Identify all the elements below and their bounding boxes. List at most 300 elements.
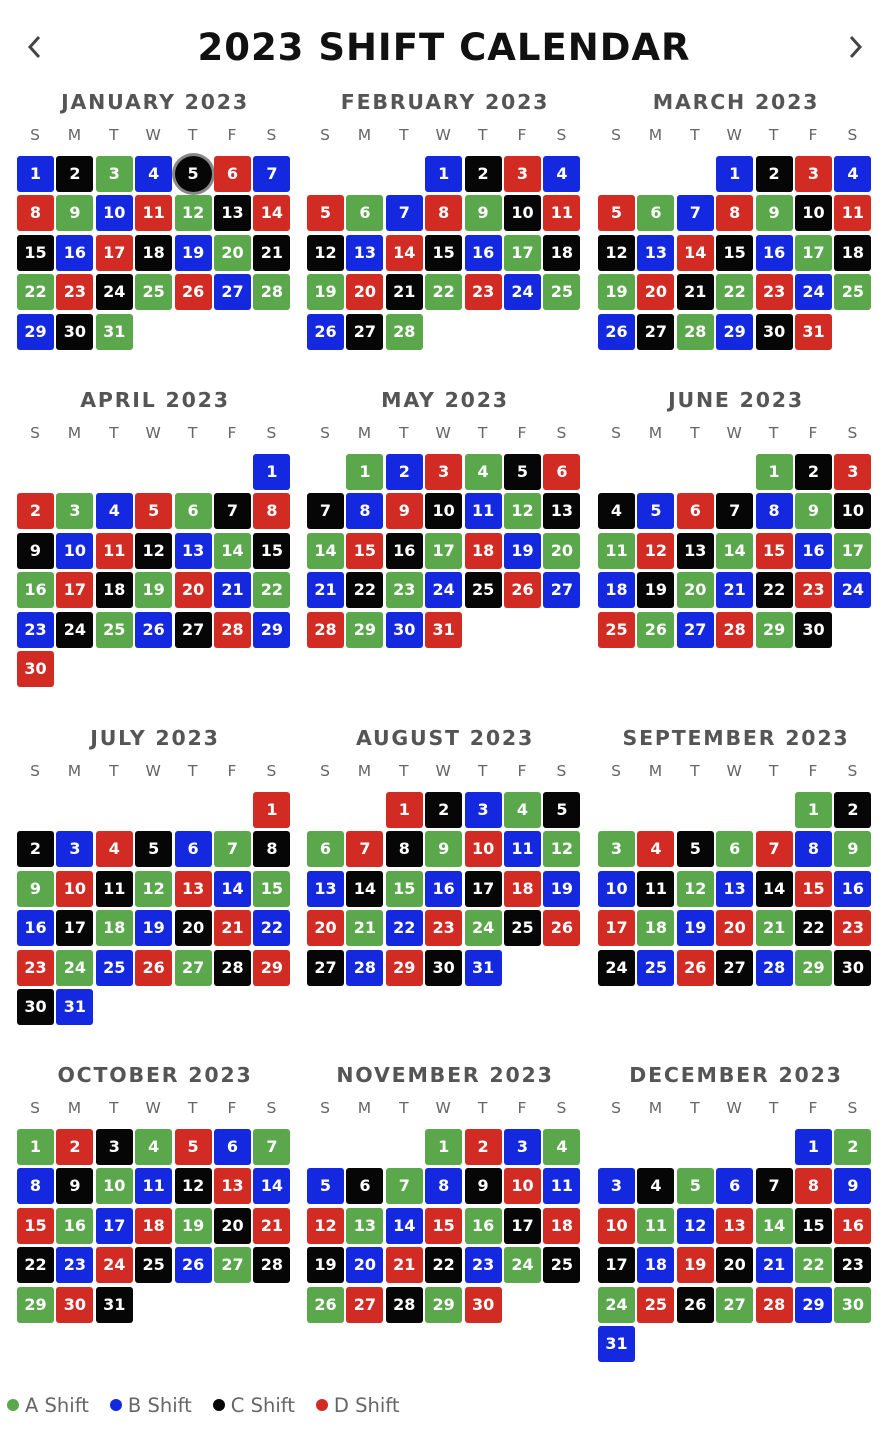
day-cell[interactable]: 20 <box>543 533 580 569</box>
day-cell[interactable]: 19 <box>677 910 714 946</box>
day-cell[interactable]: 11 <box>598 533 635 569</box>
day-cell[interactable]: 30 <box>17 651 54 687</box>
day-cell[interactable]: 13 <box>543 493 580 529</box>
day-cell[interactable]: 19 <box>135 910 172 946</box>
day-cell[interactable]: 27 <box>175 950 212 986</box>
day-cell[interactable]: 25 <box>465 572 502 608</box>
day-cell[interactable]: 27 <box>637 314 674 350</box>
day-cell[interactable]: 21 <box>386 274 423 310</box>
day-cell[interactable]: 5 <box>135 831 172 867</box>
day-cell[interactable]: 14 <box>677 235 714 271</box>
day-cell[interactable]: 19 <box>637 572 674 608</box>
day-cell[interactable]: 12 <box>175 1168 212 1204</box>
day-cell[interactable]: 19 <box>677 1247 714 1283</box>
day-cell[interactable]: 11 <box>135 1168 172 1204</box>
day-cell[interactable]: 11 <box>135 195 172 231</box>
day-cell[interactable]: 4 <box>637 1168 674 1204</box>
day-cell[interactable]: 15 <box>716 235 753 271</box>
day-cell-today[interactable]: 5 <box>175 156 212 192</box>
day-cell[interactable]: 9 <box>425 831 462 867</box>
day-cell[interactable]: 28 <box>214 950 251 986</box>
day-cell[interactable]: 28 <box>756 950 793 986</box>
day-cell[interactable]: 25 <box>96 612 133 648</box>
day-cell[interactable]: 12 <box>504 493 541 529</box>
day-cell[interactable]: 28 <box>214 612 251 648</box>
day-cell[interactable]: 7 <box>716 493 753 529</box>
day-cell[interactable]: 8 <box>716 195 753 231</box>
day-cell[interactable]: 1 <box>17 1129 54 1165</box>
day-cell[interactable]: 3 <box>504 156 541 192</box>
day-cell[interactable]: 30 <box>465 1287 502 1323</box>
day-cell[interactable]: 7 <box>253 156 290 192</box>
day-cell[interactable]: 13 <box>175 871 212 907</box>
day-cell[interactable]: 24 <box>425 572 462 608</box>
day-cell[interactable]: 9 <box>465 1168 502 1204</box>
day-cell[interactable]: 10 <box>56 871 93 907</box>
day-cell[interactable]: 14 <box>756 871 793 907</box>
day-cell[interactable]: 26 <box>598 314 635 350</box>
day-cell[interactable]: 23 <box>56 1247 93 1283</box>
day-cell[interactable]: 24 <box>504 1247 541 1283</box>
day-cell[interactable]: 7 <box>386 1168 423 1204</box>
day-cell[interactable]: 11 <box>637 1208 674 1244</box>
day-cell[interactable]: 26 <box>175 274 212 310</box>
day-cell[interactable]: 28 <box>756 1287 793 1323</box>
day-cell[interactable]: 1 <box>253 454 290 490</box>
day-cell[interactable]: 28 <box>386 314 423 350</box>
day-cell[interactable]: 20 <box>346 1247 383 1283</box>
day-cell[interactable]: 30 <box>834 1287 871 1323</box>
day-cell[interactable]: 20 <box>175 572 212 608</box>
day-cell[interactable]: 4 <box>504 792 541 828</box>
day-cell[interactable]: 22 <box>17 274 54 310</box>
day-cell[interactable]: 24 <box>56 950 93 986</box>
day-cell[interactable]: 7 <box>214 493 251 529</box>
day-cell[interactable]: 1 <box>425 1129 462 1165</box>
day-cell[interactable]: 10 <box>96 195 133 231</box>
day-cell[interactable]: 30 <box>795 612 832 648</box>
day-cell[interactable]: 12 <box>135 533 172 569</box>
day-cell[interactable]: 8 <box>17 195 54 231</box>
day-cell[interactable]: 8 <box>425 195 462 231</box>
day-cell[interactable]: 24 <box>96 1247 133 1283</box>
day-cell[interactable]: 6 <box>175 831 212 867</box>
day-cell[interactable]: 15 <box>795 1208 832 1244</box>
day-cell[interactable]: 4 <box>598 493 635 529</box>
day-cell[interactable]: 23 <box>465 1247 502 1283</box>
day-cell[interactable]: 27 <box>214 274 251 310</box>
day-cell[interactable]: 29 <box>795 1287 832 1323</box>
day-cell[interactable]: 26 <box>175 1247 212 1283</box>
day-cell[interactable]: 19 <box>504 533 541 569</box>
day-cell[interactable]: 15 <box>386 871 423 907</box>
day-cell[interactable]: 16 <box>834 1208 871 1244</box>
day-cell[interactable]: 14 <box>386 1208 423 1244</box>
day-cell[interactable]: 22 <box>756 572 793 608</box>
day-cell[interactable]: 15 <box>253 871 290 907</box>
day-cell[interactable]: 6 <box>214 1129 251 1165</box>
day-cell[interactable]: 14 <box>253 195 290 231</box>
day-cell[interactable]: 20 <box>716 910 753 946</box>
day-cell[interactable]: 12 <box>307 1208 344 1244</box>
day-cell[interactable]: 14 <box>386 235 423 271</box>
day-cell[interactable]: 26 <box>677 950 714 986</box>
day-cell[interactable]: 5 <box>307 1168 344 1204</box>
day-cell[interactable]: 31 <box>56 989 93 1025</box>
day-cell[interactable]: 17 <box>834 533 871 569</box>
day-cell[interactable]: 13 <box>677 533 714 569</box>
day-cell[interactable]: 4 <box>834 156 871 192</box>
day-cell[interactable]: 4 <box>96 831 133 867</box>
day-cell[interactable]: 12 <box>135 871 172 907</box>
day-cell[interactable]: 18 <box>96 572 133 608</box>
day-cell[interactable]: 12 <box>637 533 674 569</box>
day-cell[interactable]: 5 <box>637 493 674 529</box>
day-cell[interactable]: 29 <box>17 1287 54 1323</box>
day-cell[interactable]: 29 <box>716 314 753 350</box>
day-cell[interactable]: 13 <box>637 235 674 271</box>
day-cell[interactable]: 22 <box>253 910 290 946</box>
day-cell[interactable]: 20 <box>214 235 251 271</box>
day-cell[interactable]: 10 <box>465 831 502 867</box>
day-cell[interactable]: 20 <box>716 1247 753 1283</box>
day-cell[interactable]: 1 <box>716 156 753 192</box>
day-cell[interactable]: 3 <box>504 1129 541 1165</box>
day-cell[interactable]: 13 <box>346 1208 383 1244</box>
day-cell[interactable]: 11 <box>465 493 502 529</box>
day-cell[interactable]: 9 <box>465 195 502 231</box>
day-cell[interactable]: 10 <box>598 1208 635 1244</box>
day-cell[interactable]: 29 <box>425 1287 462 1323</box>
day-cell[interactable]: 23 <box>17 950 54 986</box>
day-cell[interactable]: 3 <box>795 156 832 192</box>
day-cell[interactable]: 31 <box>598 1326 635 1362</box>
day-cell[interactable]: 29 <box>756 612 793 648</box>
day-cell[interactable]: 19 <box>175 1208 212 1244</box>
day-cell[interactable]: 6 <box>543 454 580 490</box>
day-cell[interactable]: 13 <box>214 195 251 231</box>
day-cell[interactable]: 4 <box>465 454 502 490</box>
day-cell[interactable]: 3 <box>465 792 502 828</box>
day-cell[interactable]: 11 <box>834 195 871 231</box>
day-cell[interactable]: 7 <box>307 493 344 529</box>
day-cell[interactable]: 5 <box>135 493 172 529</box>
day-cell[interactable]: 4 <box>135 1129 172 1165</box>
day-cell[interactable]: 2 <box>834 792 871 828</box>
day-cell[interactable]: 16 <box>834 871 871 907</box>
day-cell[interactable]: 13 <box>307 871 344 907</box>
day-cell[interactable]: 29 <box>253 612 290 648</box>
day-cell[interactable]: 2 <box>795 454 832 490</box>
day-cell[interactable]: 26 <box>307 1287 344 1323</box>
day-cell[interactable]: 8 <box>795 831 832 867</box>
day-cell[interactable]: 18 <box>96 910 133 946</box>
day-cell[interactable]: 19 <box>307 274 344 310</box>
day-cell[interactable]: 22 <box>795 1247 832 1283</box>
day-cell[interactable]: 16 <box>465 1208 502 1244</box>
day-cell[interactable]: 28 <box>677 314 714 350</box>
day-cell[interactable]: 18 <box>135 1208 172 1244</box>
day-cell[interactable]: 13 <box>716 1208 753 1244</box>
day-cell[interactable]: 3 <box>56 831 93 867</box>
day-cell[interactable]: 23 <box>17 612 54 648</box>
day-cell[interactable]: 8 <box>253 493 290 529</box>
day-cell[interactable]: 21 <box>346 910 383 946</box>
day-cell[interactable]: 1 <box>346 454 383 490</box>
day-cell[interactable]: 13 <box>175 533 212 569</box>
day-cell[interactable]: 12 <box>175 195 212 231</box>
day-cell[interactable]: 16 <box>425 871 462 907</box>
day-cell[interactable]: 31 <box>425 612 462 648</box>
day-cell[interactable]: 5 <box>307 195 344 231</box>
day-cell[interactable]: 4 <box>543 156 580 192</box>
day-cell[interactable]: 26 <box>307 314 344 350</box>
day-cell[interactable]: 16 <box>56 1208 93 1244</box>
day-cell[interactable]: 26 <box>677 1287 714 1323</box>
day-cell[interactable]: 4 <box>135 156 172 192</box>
day-cell[interactable]: 15 <box>425 235 462 271</box>
day-cell[interactable]: 27 <box>307 950 344 986</box>
day-cell[interactable]: 16 <box>756 235 793 271</box>
day-cell[interactable]: 18 <box>504 871 541 907</box>
day-cell[interactable]: 3 <box>598 1168 635 1204</box>
day-cell[interactable]: 18 <box>598 572 635 608</box>
day-cell[interactable]: 1 <box>17 156 54 192</box>
day-cell[interactable]: 6 <box>175 493 212 529</box>
day-cell[interactable]: 6 <box>677 493 714 529</box>
day-cell[interactable]: 25 <box>96 950 133 986</box>
day-cell[interactable]: 11 <box>504 831 541 867</box>
day-cell[interactable]: 6 <box>716 831 753 867</box>
day-cell[interactable]: 21 <box>716 572 753 608</box>
day-cell[interactable]: 23 <box>756 274 793 310</box>
day-cell[interactable]: 17 <box>56 910 93 946</box>
day-cell[interactable]: 24 <box>504 274 541 310</box>
day-cell[interactable]: 6 <box>716 1168 753 1204</box>
day-cell[interactable]: 14 <box>214 871 251 907</box>
day-cell[interactable]: 10 <box>504 1168 541 1204</box>
day-cell[interactable]: 6 <box>214 156 251 192</box>
day-cell[interactable]: 31 <box>465 950 502 986</box>
day-cell[interactable]: 17 <box>425 533 462 569</box>
day-cell[interactable]: 14 <box>253 1168 290 1204</box>
day-cell[interactable]: 6 <box>307 831 344 867</box>
day-cell[interactable]: 25 <box>598 612 635 648</box>
day-cell[interactable]: 17 <box>795 235 832 271</box>
day-cell[interactable]: 6 <box>637 195 674 231</box>
day-cell[interactable]: 22 <box>386 910 423 946</box>
day-cell[interactable]: 11 <box>543 1168 580 1204</box>
day-cell[interactable]: 31 <box>795 314 832 350</box>
day-cell[interactable]: 5 <box>677 1168 714 1204</box>
day-cell[interactable]: 2 <box>56 156 93 192</box>
day-cell[interactable]: 11 <box>96 533 133 569</box>
day-cell[interactable]: 14 <box>346 871 383 907</box>
day-cell[interactable]: 2 <box>17 493 54 529</box>
day-cell[interactable]: 2 <box>56 1129 93 1165</box>
day-cell[interactable]: 20 <box>637 274 674 310</box>
day-cell[interactable]: 9 <box>834 1168 871 1204</box>
day-cell[interactable]: 2 <box>17 831 54 867</box>
day-cell[interactable]: 19 <box>598 274 635 310</box>
day-cell[interactable]: 18 <box>543 235 580 271</box>
day-cell[interactable]: 5 <box>175 1129 212 1165</box>
day-cell[interactable]: 27 <box>346 314 383 350</box>
day-cell[interactable]: 24 <box>598 950 635 986</box>
day-cell[interactable]: 19 <box>175 235 212 271</box>
day-cell[interactable]: 14 <box>307 533 344 569</box>
day-cell[interactable]: 12 <box>598 235 635 271</box>
day-cell[interactable]: 8 <box>346 493 383 529</box>
day-cell[interactable]: 28 <box>307 612 344 648</box>
day-cell[interactable]: 25 <box>543 274 580 310</box>
day-cell[interactable]: 21 <box>214 910 251 946</box>
day-cell[interactable]: 17 <box>598 910 635 946</box>
day-cell[interactable]: 19 <box>135 572 172 608</box>
day-cell[interactable]: 15 <box>425 1208 462 1244</box>
day-cell[interactable]: 9 <box>834 831 871 867</box>
day-cell[interactable]: 17 <box>504 235 541 271</box>
chevron-right-icon[interactable] <box>840 32 870 72</box>
day-cell[interactable]: 30 <box>56 314 93 350</box>
day-cell[interactable]: 23 <box>56 274 93 310</box>
day-cell[interactable]: 31 <box>96 1287 133 1323</box>
day-cell[interactable]: 24 <box>465 910 502 946</box>
day-cell[interactable]: 12 <box>307 235 344 271</box>
day-cell[interactable]: 1 <box>253 792 290 828</box>
day-cell[interactable]: 9 <box>56 1168 93 1204</box>
day-cell[interactable]: 18 <box>834 235 871 271</box>
day-cell[interactable]: 22 <box>425 1247 462 1283</box>
day-cell[interactable]: 28 <box>253 274 290 310</box>
day-cell[interactable]: 13 <box>346 235 383 271</box>
day-cell[interactable]: 30 <box>425 950 462 986</box>
day-cell[interactable]: 14 <box>756 1208 793 1244</box>
day-cell[interactable]: 24 <box>834 572 871 608</box>
day-cell[interactable]: 16 <box>56 235 93 271</box>
day-cell[interactable]: 10 <box>56 533 93 569</box>
day-cell[interactable]: 26 <box>135 950 172 986</box>
day-cell[interactable]: 30 <box>756 314 793 350</box>
day-cell[interactable]: 2 <box>465 1129 502 1165</box>
day-cell[interactable]: 19 <box>543 871 580 907</box>
day-cell[interactable]: 29 <box>386 950 423 986</box>
day-cell[interactable]: 14 <box>214 533 251 569</box>
day-cell[interactable]: 31 <box>96 314 133 350</box>
day-cell[interactable]: 3 <box>425 454 462 490</box>
day-cell[interactable]: 21 <box>677 274 714 310</box>
day-cell[interactable]: 24 <box>795 274 832 310</box>
day-cell[interactable]: 22 <box>346 572 383 608</box>
day-cell[interactable]: 27 <box>214 1247 251 1283</box>
day-cell[interactable]: 25 <box>135 274 172 310</box>
day-cell[interactable]: 4 <box>96 493 133 529</box>
day-cell[interactable]: 24 <box>56 612 93 648</box>
day-cell[interactable]: 21 <box>214 572 251 608</box>
day-cell[interactable]: 7 <box>253 1129 290 1165</box>
day-cell[interactable]: 19 <box>307 1247 344 1283</box>
day-cell[interactable]: 10 <box>504 195 541 231</box>
day-cell[interactable]: 10 <box>425 493 462 529</box>
day-cell[interactable]: 27 <box>716 1287 753 1323</box>
day-cell[interactable]: 15 <box>253 533 290 569</box>
day-cell[interactable]: 8 <box>425 1168 462 1204</box>
day-cell[interactable]: 8 <box>795 1168 832 1204</box>
day-cell[interactable]: 27 <box>677 612 714 648</box>
day-cell[interactable]: 2 <box>756 156 793 192</box>
day-cell[interactable]: 18 <box>465 533 502 569</box>
day-cell[interactable]: 16 <box>465 235 502 271</box>
day-cell[interactable]: 2 <box>834 1129 871 1165</box>
day-cell[interactable]: 10 <box>795 195 832 231</box>
day-cell[interactable]: 21 <box>253 235 290 271</box>
day-cell[interactable]: 3 <box>96 1129 133 1165</box>
day-cell[interactable]: 30 <box>17 989 54 1025</box>
day-cell[interactable]: 10 <box>834 493 871 529</box>
day-cell[interactable]: 27 <box>716 950 753 986</box>
day-cell[interactable]: 1 <box>795 792 832 828</box>
day-cell[interactable]: 25 <box>637 950 674 986</box>
day-cell[interactable]: 27 <box>543 572 580 608</box>
day-cell[interactable]: 15 <box>346 533 383 569</box>
day-cell[interactable]: 22 <box>17 1247 54 1283</box>
day-cell[interactable]: 21 <box>756 910 793 946</box>
day-cell[interactable]: 12 <box>677 871 714 907</box>
day-cell[interactable]: 15 <box>17 235 54 271</box>
day-cell[interactable]: 30 <box>56 1287 93 1323</box>
day-cell[interactable]: 9 <box>386 493 423 529</box>
day-cell[interactable]: 27 <box>175 612 212 648</box>
day-cell[interactable]: 9 <box>17 533 54 569</box>
day-cell[interactable]: 7 <box>756 1168 793 1204</box>
day-cell[interactable]: 26 <box>504 572 541 608</box>
day-cell[interactable]: 7 <box>214 831 251 867</box>
day-cell[interactable]: 22 <box>716 274 753 310</box>
day-cell[interactable]: 4 <box>637 831 674 867</box>
day-cell[interactable]: 29 <box>253 950 290 986</box>
day-cell[interactable]: 21 <box>386 1247 423 1283</box>
day-cell[interactable]: 10 <box>598 871 635 907</box>
day-cell[interactable]: 11 <box>96 871 133 907</box>
day-cell[interactable]: 9 <box>756 195 793 231</box>
day-cell[interactable]: 8 <box>17 1168 54 1204</box>
day-cell[interactable]: 18 <box>543 1208 580 1244</box>
day-cell[interactable]: 21 <box>253 1208 290 1244</box>
day-cell[interactable]: 22 <box>425 274 462 310</box>
day-cell[interactable]: 17 <box>56 572 93 608</box>
day-cell[interactable]: 25 <box>637 1287 674 1323</box>
day-cell[interactable]: 8 <box>253 831 290 867</box>
day-cell[interactable]: 20 <box>214 1208 251 1244</box>
day-cell[interactable]: 27 <box>346 1287 383 1323</box>
day-cell[interactable]: 28 <box>716 612 753 648</box>
day-cell[interactable]: 11 <box>637 871 674 907</box>
day-cell[interactable]: 3 <box>96 156 133 192</box>
day-cell[interactable]: 16 <box>386 533 423 569</box>
day-cell[interactable]: 1 <box>795 1129 832 1165</box>
day-cell[interactable]: 15 <box>795 871 832 907</box>
day-cell[interactable]: 20 <box>175 910 212 946</box>
day-cell[interactable]: 24 <box>598 1287 635 1323</box>
day-cell[interactable]: 3 <box>56 493 93 529</box>
day-cell[interactable]: 18 <box>637 910 674 946</box>
day-cell[interactable]: 23 <box>795 572 832 608</box>
day-cell[interactable]: 8 <box>756 493 793 529</box>
day-cell[interactable]: 20 <box>677 572 714 608</box>
day-cell[interactable]: 15 <box>756 533 793 569</box>
day-cell[interactable]: 21 <box>307 572 344 608</box>
day-cell[interactable]: 29 <box>795 950 832 986</box>
